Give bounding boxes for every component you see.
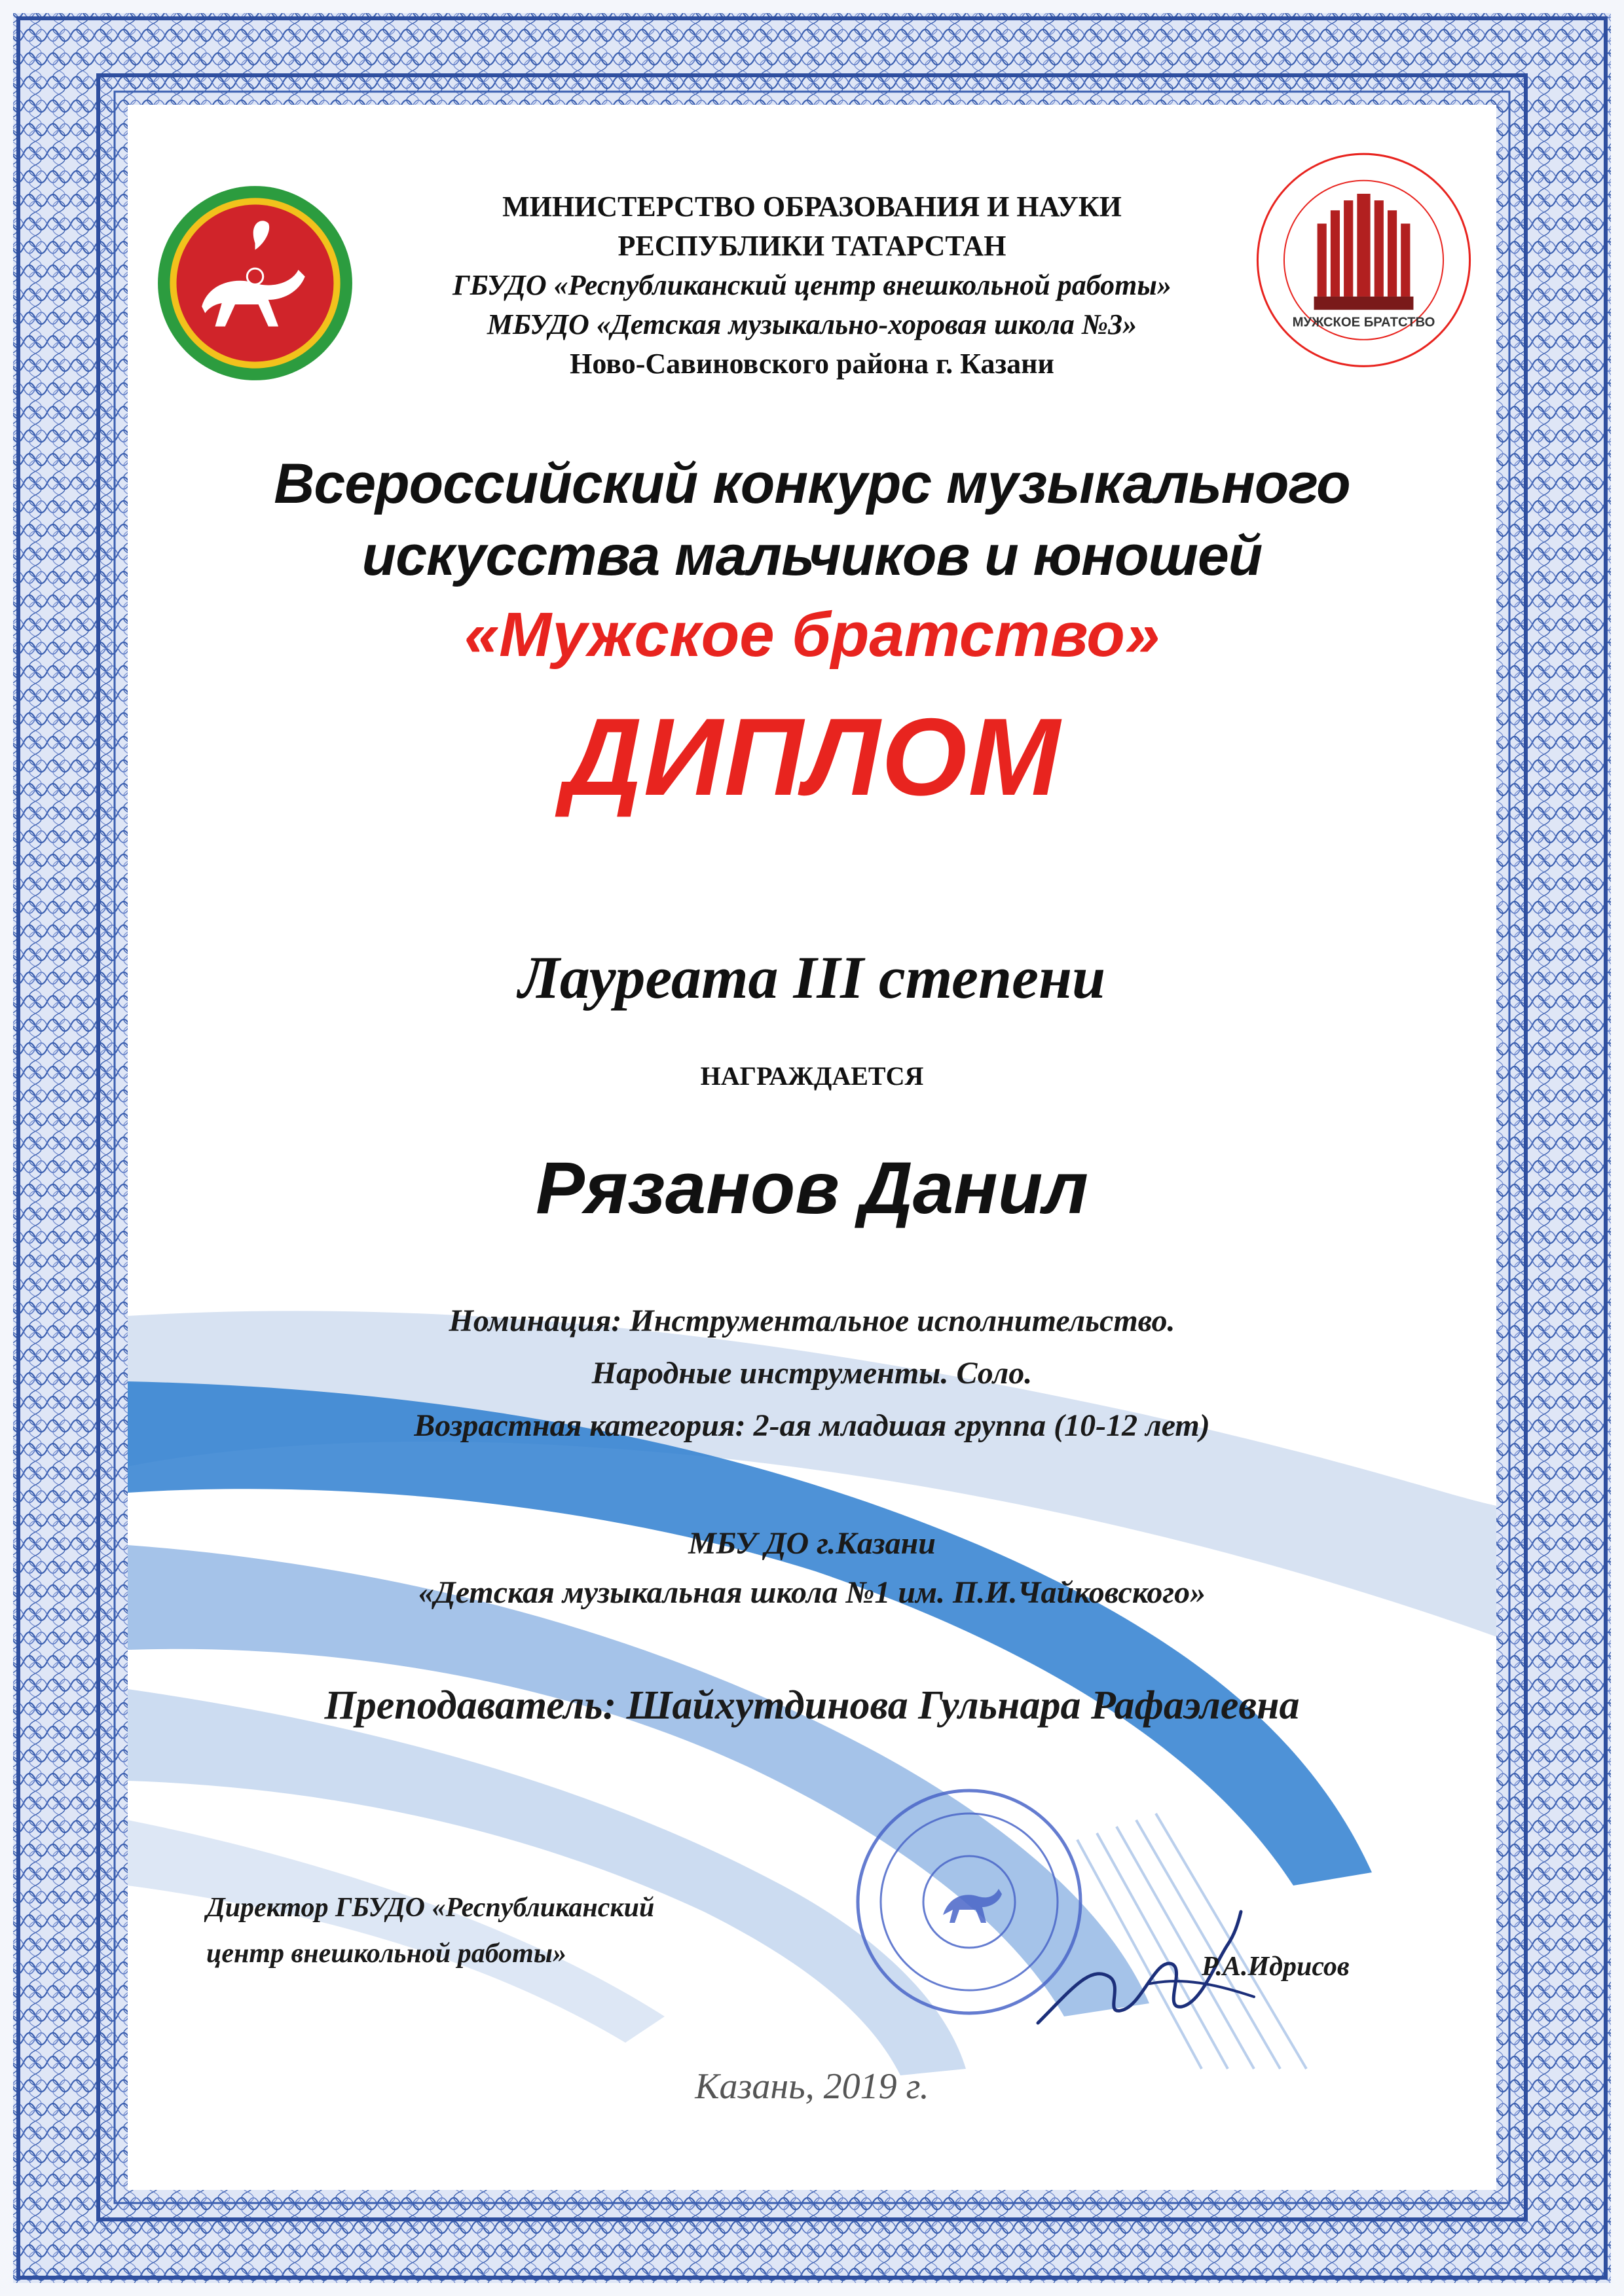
laureate-degree: Лауреата III степени (518, 944, 1106, 1011)
age-category-line: Возрастная категория: 2-ая младшая группа (10-12 лет) (414, 1408, 1210, 1443)
title-line-1: Всероссийский конкурс музыкального (274, 452, 1350, 515)
ministry-line-1: МИНИСТЕРСТВО ОБРАЗОВАНИЯ И НАУКИ (502, 191, 1122, 223)
instruments-line: Народные инструменты. Соло. (591, 1356, 1033, 1391)
recipient-name: Рязанов Данил (536, 1147, 1088, 1229)
teacher-line: Преподаватель: Шайхутдинова Гульнара Рафаэлевна (324, 1683, 1300, 1728)
organizer-1: ГБУДО «Республиканский центр внешкольной работы» (452, 269, 1172, 301)
title-line-2: искусства мальчиков и юношей (361, 524, 1263, 587)
school-line-1: МБУ ДО г.Казани (688, 1526, 936, 1561)
ministry-line-2: РЕСПУБЛИКИ ТАТАРСТАН (618, 230, 1006, 262)
director-title-line-1: Директор ГБУДО «Республиканский (206, 1893, 655, 1923)
diploma-heading: ДИПЛОМ (563, 695, 1061, 818)
signer-name: Р.А.Идрисов (1202, 1952, 1350, 1982)
contest-logo-caption: МУЖСКОЕ БРАТСТВО (1292, 315, 1435, 330)
contest-name: «Мужское братство» (464, 600, 1160, 670)
organizer-district: Ново-Савиновского района г. Казани (570, 348, 1054, 380)
school-line-2: «Детская музыкальная школа №1 им. П.И.Чайковского» (418, 1575, 1206, 1610)
organizer-2: МБУДО «Детская музыкально-хоровая школа №3» (487, 308, 1137, 340)
awarded-label: НАГРАЖДАЕТСЯ (700, 1061, 924, 1091)
diploma-sheet (128, 105, 1496, 2190)
nomination-line: Номинация: Инструментальное исполнительство. (449, 1303, 1175, 1338)
city-year: Казань, 2019 г. (695, 2066, 929, 2107)
director-title-line-2: центр внешкольной работы» (206, 1939, 566, 1969)
